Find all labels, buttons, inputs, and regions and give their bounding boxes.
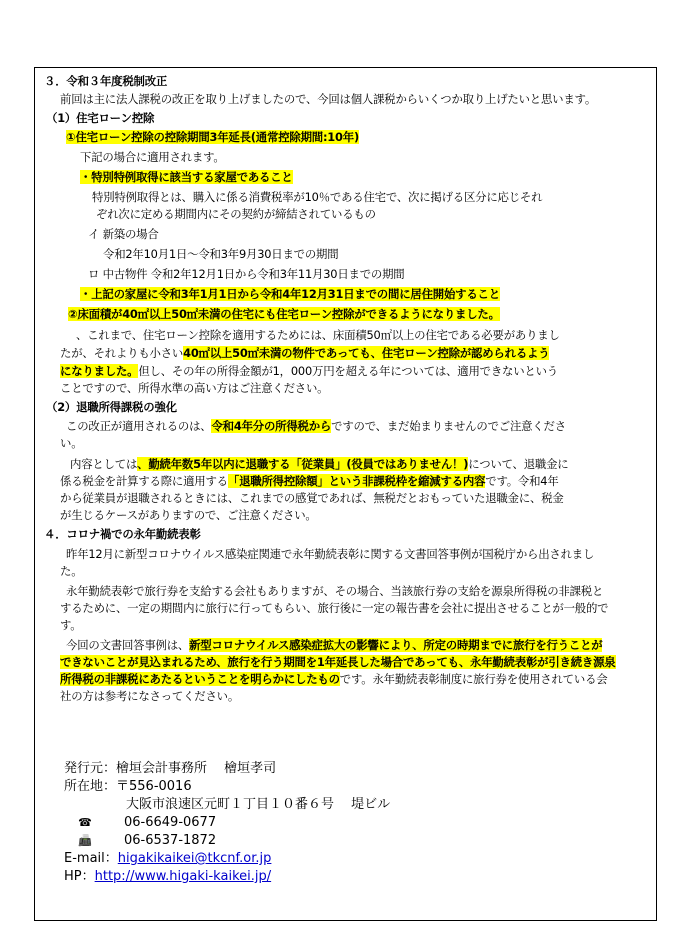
- fax-number: 06-6537-1872: [124, 833, 217, 848]
- email-link[interactable]: higakikaikei@tkcnf.or.jp: [117, 851, 272, 866]
- tel-row: [68, 815, 216, 831]
- case-ro-line: ロ 中古物件 令和2年12月1日から令和3年11月30日までの期間: [88, 267, 405, 281]
- s4-para-3-line-4: 社の方は参考になさってください。: [60, 689, 240, 703]
- s4-para-2-line-1: 永年勤続表彰で旅行券を支給する会社もありますが、その場合、当該旅行券の支給を源泉所得税の非課税と: [66, 584, 604, 598]
- hp-label: HP：: [64, 869, 95, 884]
- email-label: E-mail：: [64, 851, 118, 866]
- section-4-title: ４．コロナ禍での永年勤続表彰: [44, 527, 201, 541]
- s4-para-1-line-1: 昨年12月に新型コロナウイルス感染症関連で永年勤続表彰に関する文書回答事例が国税庁から出されまし: [66, 547, 595, 561]
- email-row: [64, 851, 271, 867]
- case-i-period: 令和2年10月1日～令和3年9月30日までの期間: [103, 247, 339, 261]
- address-label: 所在地：〒556-0016: [64, 779, 192, 794]
- para-1-line-2: たが、それよりも小さい40㎡以上50㎡未満の物件であっても、住宅ローン控除が認められるよう: [60, 346, 550, 360]
- apply-text: 下記の場合に適用されます。: [80, 150, 225, 164]
- subsection-2-title: （2）退職所得課税の強化: [46, 400, 177, 414]
- section-3-title: ３．令和３年度税制改正: [44, 74, 168, 88]
- definition-line-1: 特別特例取得とは、購入に係る消費税率が10％である住宅で、次に掲げる区分に応じそれ: [92, 190, 543, 204]
- definition-line-2: ぞれ次に定める期間内にその契約が締結されているもの: [96, 207, 376, 221]
- s4-para-3-line-2: できないことが見込まれるため、旅行を行う期間を1年延長した場合であっても、永年勤続表彰が引き続き源泉: [60, 655, 616, 669]
- subsection-1-title: （1）住宅ローン控除: [46, 111, 155, 125]
- s4-para-1-line-2: た。: [60, 564, 83, 578]
- s4-para-2-line-2: するために、一定の期間内に旅行に行ってもらい、旅行後に一定の報告書を会社に提出させることが一般的で: [60, 601, 609, 615]
- fax-row: [68, 833, 216, 849]
- fax-icon: 📠: [78, 834, 92, 847]
- para-3-line-3: から従業員が退職されるときには、これまでの感覚であれば、無税だとおもっていた退職金に、税金: [60, 491, 564, 505]
- para-1-line-3: になりました。但し、その年の所得金額が1，000万円を超える年については、適用できないという: [60, 364, 558, 378]
- phone-icon: ☎: [78, 816, 92, 829]
- item-2-heading: ②床面積が40㎡以上50㎡未満の住宅にも住宅ローン控除ができるようになりました。: [68, 307, 500, 321]
- publisher: 発行元：檜垣会計事務所 檜垣孝司: [64, 761, 277, 776]
- s4-para-2-line-3: す。: [60, 618, 82, 632]
- s4-para-3-line-1: 今回の文書回答事例は、新型コロナウイルス感染症拡大の影響により、所定の時期までに旅行を行うことが: [66, 638, 603, 652]
- case-i-label: イ 新築の場合: [88, 227, 159, 241]
- para-3-line-1: 内容としては、勤続年数5年以内に退職する「従業員」(役員ではありません！)について、退職金に: [70, 457, 569, 471]
- s4-para-3-line-3: 所得税の非課税にあたるということを明らかにしたものです。永年勤続表彰制度に旅行券を使用されている会: [60, 672, 608, 686]
- bullet-1: ・特別特例取得に該当する家屋であること: [80, 170, 293, 184]
- bullet-2: ・上記の家屋に令和3年1月1日から令和4年12月31日までの間に居住開始すること: [80, 287, 500, 301]
- address: 大阪市浪速区元町１丁目１０番６号 堤ビル: [126, 797, 391, 812]
- para-1-line-4: ことですので、所得水準の高い方はご注意ください。: [60, 381, 329, 395]
- para-2-line-2: い。: [60, 436, 83, 450]
- hp-row: [64, 869, 271, 885]
- section-3-intro: 前回は主に法人課税の改正を取り上げましたので、今回は個人課税からいくつか取り上げたいと思います。: [60, 92, 597, 106]
- item-1-heading: ①住宅ローン控除の控除期間3年延長(通常控除期間:10年): [66, 130, 359, 144]
- para-2-line-1: この改正が適用されるのは、令和4年分の所得税からですので、まだ始まりませんのでご注意くださ: [66, 419, 566, 433]
- para-3-line-2: 係る税金を計算する際に適用する「退職所得控除額」という非課税枠を縮減する内容です。令和4年: [60, 474, 559, 488]
- tel-number: 06-6649-0677: [124, 815, 217, 830]
- website-link[interactable]: http://www.higaki-kaikei.jp/: [94, 869, 272, 884]
- para-1-line-1: 、これまで、住宅ローン控除を適用するためには、床面積50㎡以上の住宅である必要がありまし: [76, 328, 560, 342]
- para-3-line-4: が生じるケースがありますので、ご注意ください。: [60, 508, 317, 522]
